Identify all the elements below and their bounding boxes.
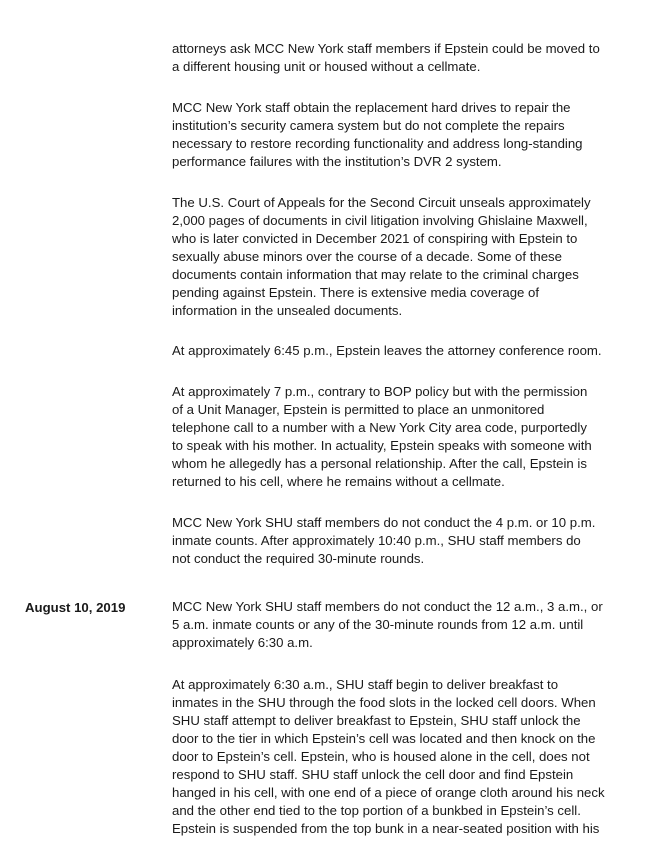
text-line: At approximately 6:30 a.m., SHU staff begin to deliver breakfast to (172, 677, 559, 692)
paragraph-inmate-counts (172, 514, 642, 568)
text-line: MCC New York SHU staff members do not conduct the 12 a.m., 3 a.m., or (172, 599, 603, 614)
text-line: a different housing unit or housed without a cellmate. (172, 59, 481, 74)
text-line: MCC New York staff obtain the replacement hard drives to repair the (172, 100, 571, 115)
paragraph-no-rounds (172, 598, 642, 652)
text-line: At approximately 7 p.m., contrary to BOP policy but with the permission (172, 384, 588, 399)
text-line: performance failures with the institution’s DVR 2 system. (172, 154, 502, 169)
paragraph-telephone-call (172, 383, 642, 491)
text-line: institution’s security camera system but do not complete the repairs (172, 118, 565, 133)
paragraph-unsealed-documents (172, 194, 642, 320)
paragraph-breakfast-discovery (172, 676, 642, 838)
text-line: not conduct the required 30-minute rounds. (172, 551, 425, 566)
text-line: hanged in his cell, with one end of a piece of orange cloth around his neck (172, 785, 605, 800)
text-line: approximately 6:30 a.m. (172, 635, 313, 650)
text-line: door to Epstein’s cell. Epstein, who is housed alone in the cell, does not (172, 749, 590, 764)
text-line: documents contain information that may relate to the criminal charges (172, 267, 579, 282)
text-line: sexually abuse minors over the course of a decade. Some of these (172, 249, 562, 264)
text-line: Epstein is suspended from the top bunk in a near-seated position with his (172, 821, 600, 836)
text-line: telephone call to a number with a New York City area code, purportedly (172, 420, 587, 435)
text-line: attorneys ask MCC New York staff members if Epstein could be moved to (172, 41, 600, 56)
text-line: of a Unit Manager, Epstein is permitted to place an unmonitored (172, 402, 545, 417)
text-line: 2,000 pages of documents in civil litigation involving Ghislaine Maxwell, (172, 213, 588, 228)
paragraph-continuation (172, 40, 642, 76)
text-line: MCC New York SHU staff members do not conduct the 4 p.m. or 10 p.m. (172, 515, 596, 530)
paragraph-camera-repairs (172, 99, 642, 171)
text-line: At approximately 6:45 p.m., Epstein leaves the attorney conference room. (172, 343, 602, 358)
entry-date-label: August 10, 2019 (25, 600, 126, 615)
text-line: 5 a.m. inmate counts or any of the 30-minute rounds from 12 a.m. until (172, 617, 584, 632)
text-line: whom he allegedly has a personal relationship. After the call, Epstein is (172, 456, 587, 471)
text-line: information in the unsealed documents. (172, 303, 403, 318)
text-line: pending against Epstein. There is extensive media coverage of (172, 285, 540, 300)
text-line: to speak with his mother. In actuality, Epstein speaks with someone with (172, 438, 592, 453)
text-line: respond to SHU staff. SHU staff unlock the cell door and find Epstein (172, 767, 574, 782)
text-line: returned to his cell, where he remains without a cellmate. (172, 474, 505, 489)
text-line: SHU staff attempt to deliver breakfast to Epstein, SHU staff unlock the (172, 713, 581, 728)
text-line: The U.S. Court of Appeals for the Second Circuit unseals approximately (172, 195, 591, 210)
text-line: door to the tier in which Epstein’s cell was located and then knock on the (172, 731, 596, 746)
text-line: inmate counts. After approximately 10:40 p.m., SHU staff members do (172, 533, 581, 548)
paragraph-leaves-conference-room (172, 342, 642, 360)
text-line: and the other end tied to the top portion of a bunkbed in Epstein’s cell. (172, 803, 581, 818)
text-line: necessary to restore recording functionality and address long-standing (172, 136, 583, 151)
text-line: who is later convicted in December 2021 of conspiring with Epstein to (172, 231, 578, 246)
text-line: inmates in the SHU through the food slots in the locked cell doors. When (172, 695, 596, 710)
